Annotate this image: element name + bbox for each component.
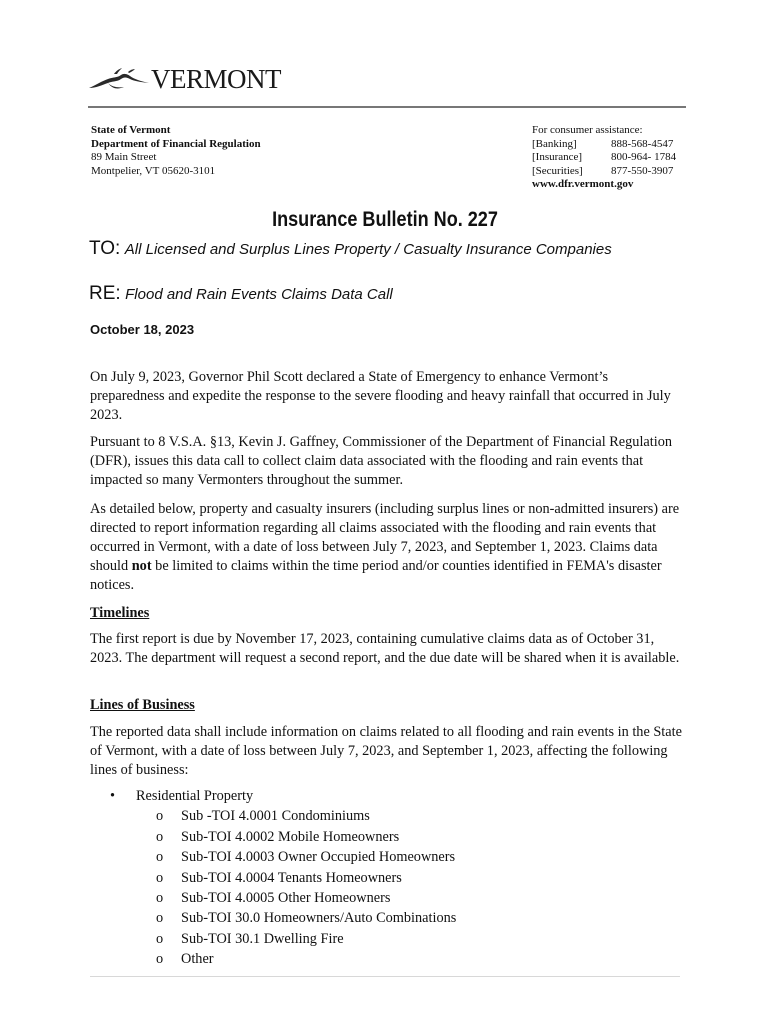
sub-list bbox=[156, 806, 456, 969]
bullet-icon: • bbox=[110, 788, 116, 804]
sub-list-item bbox=[156, 908, 456, 928]
re-label: RE: bbox=[89, 283, 121, 304]
paragraph bbox=[90, 433, 682, 490]
contact-row bbox=[532, 138, 676, 152]
department-name: Department of Financial Regulation bbox=[91, 137, 261, 150]
contact-row bbox=[532, 165, 676, 179]
circle-bullet-icon: o bbox=[156, 910, 164, 927]
circle-bullet-icon: o bbox=[156, 890, 164, 907]
city-address: Montpelier, VT 05620-3101 bbox=[91, 164, 216, 177]
circle-bullet-icon: o bbox=[156, 951, 164, 968]
sub-list-item bbox=[156, 929, 456, 949]
sub-item-label: Other bbox=[181, 951, 214, 968]
re-text: Flood and Rain Events Claims Data Call bbox=[125, 286, 393, 303]
category-label: Residential Property bbox=[136, 788, 254, 804]
to-text: All Licensed and Surplus Lines Property / Casualty Insurance Companies bbox=[124, 241, 612, 258]
paragraph-text-end: be limited to claims within the time period and/or counties identified in FEMA's disaster notices. bbox=[90, 558, 662, 593]
circle-bullet-icon: o bbox=[156, 869, 164, 886]
paragraph bbox=[90, 500, 682, 595]
sub-list-item bbox=[156, 827, 456, 847]
sub-list-item bbox=[156, 949, 456, 969]
assistance-label: For consumer assistance: bbox=[532, 124, 643, 136]
paragraph bbox=[90, 723, 682, 780]
circle-bullet-icon: o bbox=[156, 828, 164, 845]
sub-list-item bbox=[156, 806, 456, 826]
lines-of-business-list bbox=[110, 786, 456, 970]
circle-bullet-icon: o bbox=[156, 849, 164, 866]
sub-item-label: Sub-TOI 30.1 Dwelling Fire bbox=[181, 930, 344, 947]
sub-item-label: Sub-TOI 4.0004 Tenants Homeowners bbox=[181, 869, 402, 886]
paragraph-text: Pursuant to 8 V.S.A. §13, Kevin J. Gaffney, Commissioner of the Department of Financial Regulation (DFR), issues this data call to collect claim data associated with the flooding and rain events that impacted so many Vermonters throughout the summer. bbox=[90, 434, 672, 488]
paragraph-text-start: As detailed below, property and casualty insurers (including surplus lines or non-admitted insurers) are directed to report information regarding all claims associated with the flooding and rain events that occurred in Vermont, with a date of loss between July 7, 2023, and September 1, 2023. Claims data should bbox=[90, 501, 680, 574]
website-link[interactable]: www.dfr.vermont.gov bbox=[532, 178, 634, 190]
sub-list-item bbox=[156, 847, 456, 867]
circle-bullet-icon: o bbox=[156, 808, 164, 825]
street-address: 89 Main Street bbox=[91, 151, 157, 163]
sub-item-label: Sub-TOI 4.0005 Other Homeowners bbox=[181, 890, 391, 907]
sub-item-label: Sub-TOI 4.0002 Mobile Homeowners bbox=[181, 828, 400, 845]
paragraph-text: The reported data shall include information on claims related to all flooding and rain events in the State of Vermont, with a date of loss between July 7, 2023, and September 1, 2023, affecting the following lines of business: bbox=[90, 724, 682, 778]
mountain-bird-icon bbox=[88, 66, 150, 92]
contact-label: [Securities] bbox=[532, 164, 583, 177]
footer-divider bbox=[90, 976, 680, 977]
sub-item-label: Sub-TOI 4.0003 Owner Occupied Homeowners bbox=[181, 849, 456, 866]
paragraph-text bbox=[90, 500, 682, 595]
paragraph-text: The first report is due by November 17, 2023, containing cumulative claims data as of October 31, 2023. The department will request a second report, and the due date will be shared when it is available. bbox=[90, 631, 680, 666]
state-name: State of Vermont bbox=[91, 124, 171, 136]
logo-wordmark: VERMONT bbox=[151, 64, 281, 94]
contact-label: [Insurance] bbox=[532, 151, 583, 163]
contact-label: [Banking] bbox=[532, 137, 577, 150]
sub-item-label: Sub-TOI 30.0 Homeowners/Auto Combinations bbox=[181, 910, 457, 927]
timelines-heading: Timelines bbox=[90, 605, 150, 621]
bulletin-date: October 18, 2023 bbox=[90, 322, 195, 337]
vermont-logo bbox=[88, 62, 281, 92]
contact-row bbox=[532, 151, 676, 165]
circle-bullet-icon: o bbox=[156, 930, 164, 947]
to-label: TO: bbox=[89, 238, 121, 259]
header-divider bbox=[88, 106, 686, 108]
lines-of-business-heading: Lines of Business bbox=[90, 697, 195, 713]
contact-phone: 877-550-3907 bbox=[611, 164, 674, 177]
paragraph-text: On July 9, 2023, Governor Phil Scott declared a State of Emergency to enhance Vermont’s preparedness and expedite the response to the severe flooding and heavy rainfall that occurred in July 2023. bbox=[90, 369, 671, 423]
sub-list-item bbox=[156, 868, 456, 888]
sub-item-label: Sub -TOI 4.0001 Condominiums bbox=[181, 808, 370, 825]
sender-address bbox=[91, 124, 261, 178]
sub-list-item bbox=[156, 888, 456, 908]
paragraph bbox=[90, 630, 682, 668]
list-item bbox=[110, 786, 456, 806]
subject-line bbox=[89, 283, 393, 305]
addressee-line bbox=[89, 238, 612, 260]
paragraph bbox=[90, 368, 682, 425]
bulletin-title: Insurance Bulletin No. 227 bbox=[272, 208, 498, 231]
contact-phone: 800-964- 1784 bbox=[611, 151, 677, 163]
contact-phone: 888-568-4547 bbox=[611, 137, 674, 150]
emphasis-not: not bbox=[131, 558, 152, 574]
consumer-assistance bbox=[532, 124, 676, 192]
